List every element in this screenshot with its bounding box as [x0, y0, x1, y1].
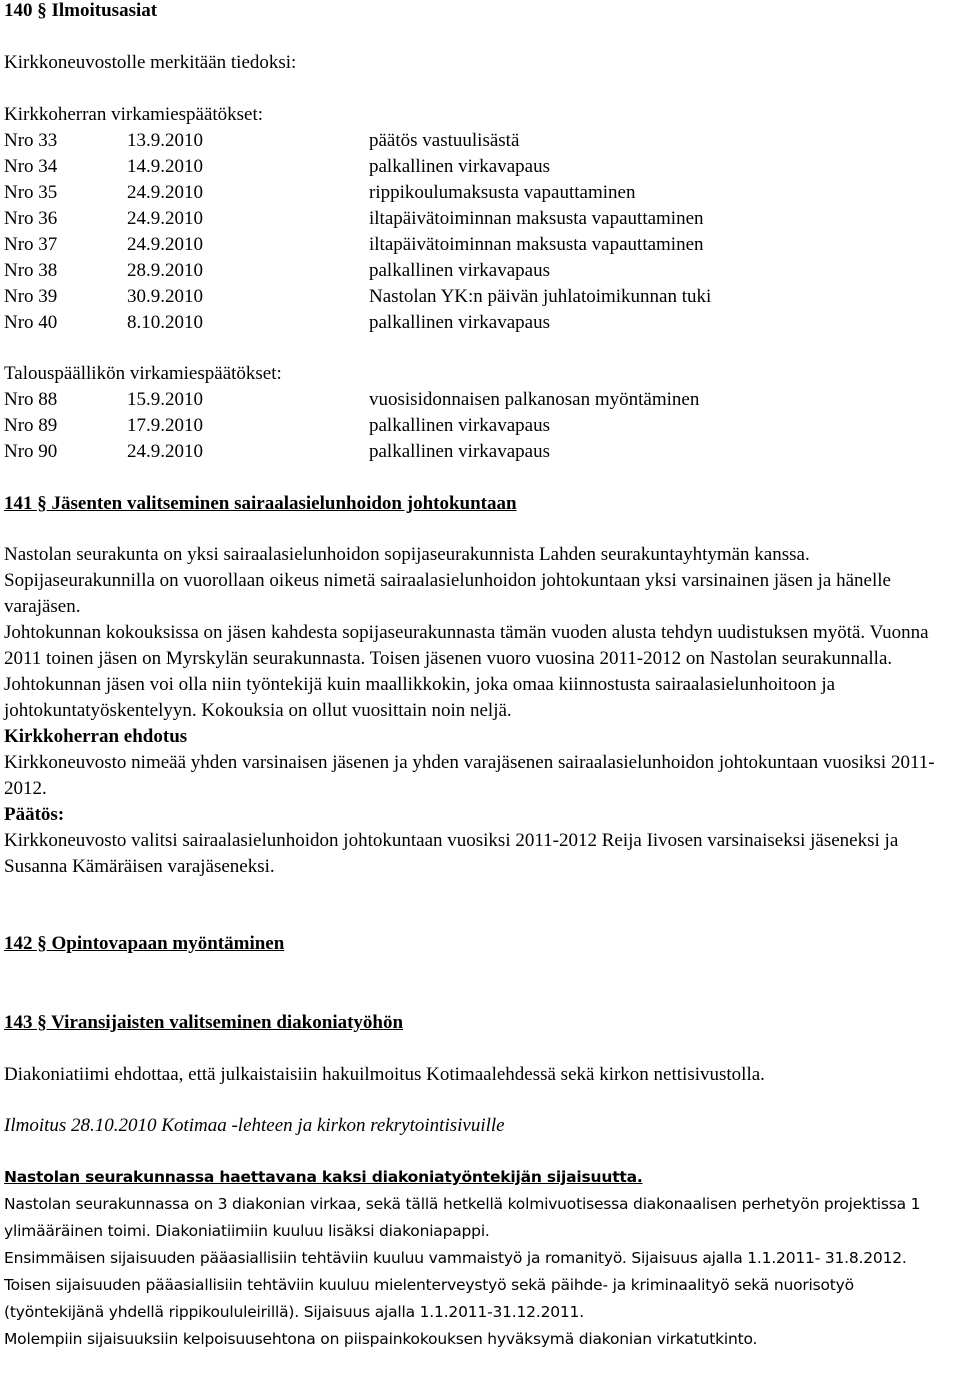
table-row — [4, 310, 904, 336]
decision-description: vuosisidonnaisen palkanosan myöntäminen — [369, 389, 700, 410]
paragraph: Johtokunnan jäsen voi olla niin työntekijä kuin maallikkokin, joka omaa kiinnostusta sairaalasielunhoitoon ja johtokuntatyöskentelyyn. Kokouksia on ollut vuosittain noin neljä. — [4, 674, 836, 721]
proposal-label: Kirkkoherran ehdotus — [4, 726, 188, 747]
decision-number: Nro 40 — [4, 312, 58, 333]
table-row — [4, 439, 904, 465]
decision-number: Nro 89 — [4, 415, 58, 436]
decision-number: Nro 37 — [4, 234, 58, 255]
paragraph: Johtokunnan kokouksissa on jäsen kahdesta sopijaseurakunnasta tämän vuoden alusta tehdyn uudistuksen myötä. Vuonna 2011 toinen jäsen on Myrskylän seurakunnasta. Toisen jäsenen vuoro vuosina 2011-2012 on Nastolan seurakunnalla. — [4, 622, 929, 669]
section-141-body — [4, 542, 956, 880]
decision-description: palkallinen virkavapaus — [369, 260, 550, 281]
decision-description: palkallinen virkavapaus — [369, 156, 550, 177]
decision-description: palkallinen virkavapaus — [369, 415, 550, 436]
group-2-title: Talouspäällikön virkamiespäätökset: — [4, 363, 282, 384]
group-2-table — [4, 387, 904, 465]
decision-label: Päätös: — [4, 804, 65, 825]
decision-date: 24.9.2010 — [127, 234, 203, 255]
job-notice-line: Ilmoitus 28.10.2010 Kotimaa -lehteen ja kirkon rekrytointisivuille — [4, 1115, 505, 1136]
table-row — [4, 258, 904, 284]
group-1-title: Kirkkoherran virkamiespäätökset: — [4, 104, 264, 125]
decision-number: Nro 39 — [4, 286, 58, 307]
decision-number: Nro 36 — [4, 208, 58, 229]
section-140-heading: 140 § Ilmoitusasiat — [4, 0, 158, 21]
decision-date: 13.9.2010 — [127, 130, 203, 151]
decision-description: päätös vastuulisästä — [369, 130, 520, 151]
decision-number: Nro 35 — [4, 182, 58, 203]
group-1-table — [4, 128, 904, 336]
decision-date: 24.9.2010 — [127, 441, 203, 462]
table-row — [4, 128, 904, 154]
section-143-heading: 143 § Viransijaisten valitseminen diakoniatyöhön — [4, 1012, 404, 1033]
ad-paragraph: Molempiin sijaisuuksiin kelpoisuusehtona on piispainkokouksen hyväksymä diakonian virkatutkinto. — [4, 1330, 758, 1348]
paragraph: Nastolan seurakunta on yksi sairaalasielunhoidon sopijaseurakunnista Lahden seurakuntayhtymän kanssa. — [4, 544, 810, 565]
decision-text: Kirkkoneuvosto valitsi sairaalasielunhoidon johtokuntaan vuosiksi 2011-2012 Reija Iivosen varsinaiseksi jäseneksi ja Susanna Kämäräisen varajäseneksi. — [4, 830, 899, 877]
decision-number: Nro 34 — [4, 156, 58, 177]
decision-description: rippikoulumaksusta vapauttaminen — [369, 182, 636, 203]
ad-paragraph: Toisen sijaisuuden pääasiallisiin tehtäviin kuuluu mielenterveystyö sekä päihde- ja kriminaalityö sekä nuorisotyö (työntekijänä yhdellä rippikoululeirillä). Sijaisuus ajalla 1.1.2011-31.12.2011. — [4, 1276, 854, 1321]
table-row — [4, 232, 904, 258]
decision-date: 28.9.2010 — [127, 260, 203, 281]
decision-description: Nastolan YK:n päivän juhlatoimikunnan tuki — [369, 286, 712, 307]
ad-paragraph: Nastolan seurakunnassa on 3 diakonian virkaa, sekä tällä hetkellä kolmivuotisessa diakonaalisen perhetyön projektissa 1 ylimääräinen toimi. Diakoniatiimiin kuuluu lisäksi diakoniapappi. — [4, 1195, 921, 1240]
decision-number: Nro 33 — [4, 130, 58, 151]
section-143-paragraph: Diakoniatiimi ehdottaa, että julkaistaisiin hakuilmoitus Kotimaalehdessä sekä kirkon nettisivustolla. — [4, 1064, 765, 1085]
table-row — [4, 284, 904, 310]
section-141-heading: 141 § Jäsenten valitseminen sairaalasielunhoidon johtokuntaan — [4, 493, 517, 514]
decision-date: 30.9.2010 — [127, 286, 203, 307]
decision-date: 8.10.2010 — [127, 312, 203, 333]
decision-date: 17.9.2010 — [127, 415, 203, 436]
paragraph: Sopijaseurakunnilla on vuorollaan oikeus nimetä sairaalasielunhoidon johtokuntaan yksi varsinainen jäsen ja hänelle varajäsen. — [4, 570, 891, 617]
decision-number: Nro 88 — [4, 389, 58, 410]
decision-description: palkallinen virkavapaus — [369, 441, 550, 462]
ad-paragraph: Ensimmäisen sijaisuuden pääasiallisiin tehtäviin kuuluu vammaistyö ja romanityö. Sijaisuus ajalla 1.1.2011- 31.8.2012. — [4, 1249, 907, 1267]
section-140-intro: Kirkkoneuvostolle merkitään tiedoksi: — [4, 52, 297, 73]
decision-description: iltapäivätoiminnan maksusta vapauttaminen — [369, 234, 704, 255]
ad-title: Nastolan seurakunnassa haettavana kaksi diakoniatyöntekijän sijaisuutta. — [4, 1168, 643, 1186]
decision-date: 15.9.2010 — [127, 389, 203, 410]
table-row — [4, 413, 904, 439]
decision-description: palkallinen virkavapaus — [369, 312, 550, 333]
table-row — [4, 154, 904, 180]
decision-number: Nro 38 — [4, 260, 58, 281]
decision-date: 24.9.2010 — [127, 208, 203, 229]
job-advertisement — [4, 1164, 956, 1353]
table-row — [4, 180, 904, 206]
table-row — [4, 387, 904, 413]
decision-date: 24.9.2010 — [127, 182, 203, 203]
decision-date: 14.9.2010 — [127, 156, 203, 177]
proposal-text: Kirkkoneuvosto nimeää yhden varsinaisen jäsenen ja yhden varajäsenen sairaalasielunhoidon johtokuntaan vuosiksi 2011-2012. — [4, 752, 935, 799]
decision-number: Nro 90 — [4, 441, 58, 462]
decision-description: iltapäivätoiminnan maksusta vapauttaminen — [369, 208, 704, 229]
table-row — [4, 206, 904, 232]
section-142-heading: 142 § Opintovapaan myöntäminen — [4, 933, 285, 954]
